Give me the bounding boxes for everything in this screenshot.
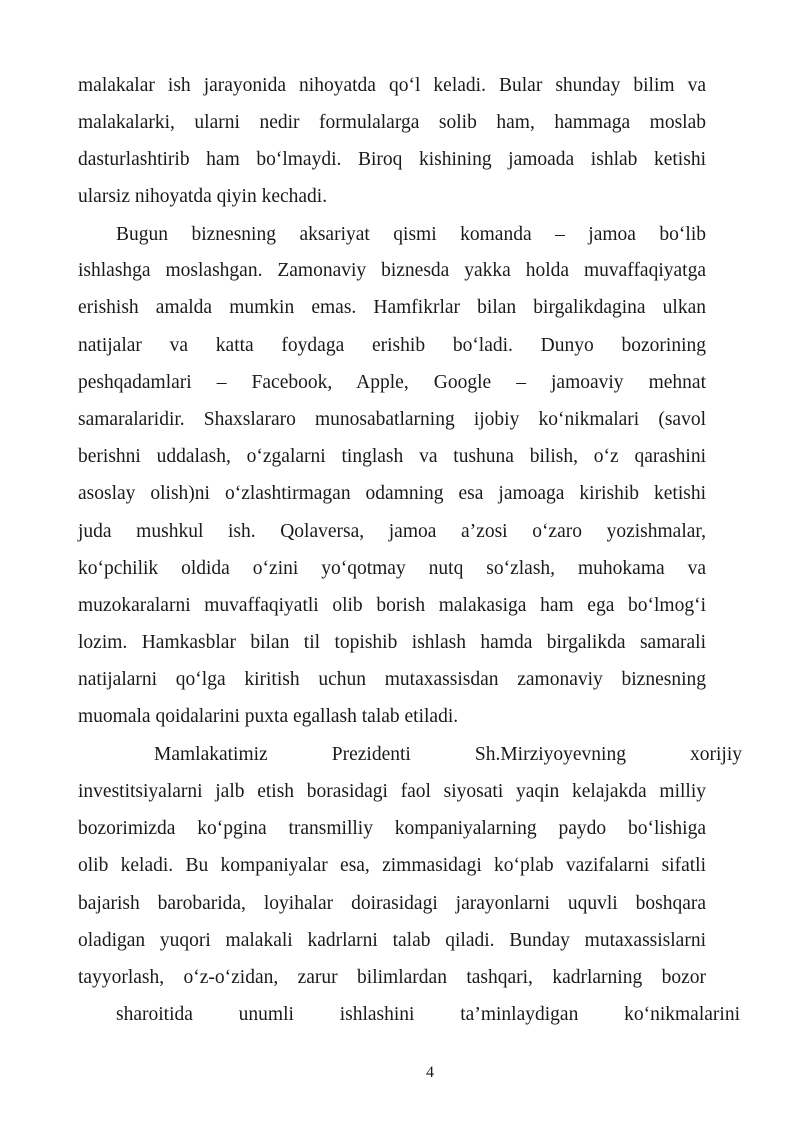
text-line: lozim. Hamkasblar bilan til topishib ishlash hamda birgalikda samarali [78, 632, 706, 653]
text-line: olib keladi. Bu kompaniyalar esa, zimmasidagi ko‘plab vazifalarni sifatli [78, 855, 706, 876]
text-line: malakalarki, ularni nedir formulalarga solib ham, hammaga moslab [78, 112, 706, 133]
text-line: muomala qoidalarini puxta egallash talab etiladi. [78, 706, 459, 727]
text-line: bajarish barobarida, loyihalar doirasidagi jarayonlarni uquvli boshqara [78, 893, 706, 914]
text-line: sharoitida unumli ishlashini ta’minlaydigan ko‘nikmalarini [116, 1004, 740, 1025]
text-line: samaralaridir. Shaxslararo munosabatlarning ijobiy ko‘nikmalari (savol [78, 409, 706, 430]
page-number: 4 [426, 1064, 434, 1081]
text-line: ko‘pchilik oldida o‘zini yo‘qotmay nutq so‘zlash, muhokama va [78, 558, 706, 579]
text-line: asoslay olish)ni o‘zlashtirmagan odamning esa jamoaga kirishib ketishi [78, 483, 706, 504]
text-line: muzokaralarni muvaffaqiyatli olib borish malakasiga ham ega bo‘lmog‘i [78, 595, 706, 616]
text-line: peshqadamlari – Facebook, Apple, Google – jamoaviy mehnat [78, 372, 706, 393]
text-line: Bugun biznesning aksariyat qismi komanda – jamoa bo‘lib [116, 224, 706, 245]
text-line: oladigan yuqori malakali kadrlarni talab qiladi. Bunday mutaxassislarni [78, 930, 706, 951]
text-line: ularsiz nihoyatda qiyin kechadi. [78, 186, 328, 207]
text-line: malakalar ish jarayonida nihoyatda qo‘l keladi. Bular shunday bilim va [78, 75, 706, 96]
text-line: ishlashga moslashgan. Zamonaviy biznesda yakka holda muvaffaqiyatga [78, 260, 706, 281]
text-line: dasturlashtirib ham bo‘lmaydi. Biroq kishining jamoada ishlab ketishi [78, 149, 706, 170]
text-line: berishni uddalash, o‘zgalarni tinglash va tushuna bilish, o‘z qarashini [78, 446, 706, 467]
text-line: bozorimizda ko‘pgina transmilliy kompaniyalarning paydo bo‘lishiga [78, 818, 706, 839]
text-line: natijalar va katta foydaga erishib bo‘ladi. Dunyo bozorining [78, 335, 706, 356]
text-line: Mamlakatimiz Prezidenti Sh.Mirziyoyevning xorijiy [154, 744, 742, 765]
text-line: investitsiyalarni jalb etish borasidagi faol siyosati yaqin kelajakda milliy [78, 781, 706, 802]
text-line: juda mushkul ish. Qolaversa, jamoa a’zosi o‘zaro yozishmalar, [78, 521, 706, 542]
text-line: erishish amalda mumkin emas. Hamfikrlar bilan birgalikdagina ulkan [78, 297, 706, 318]
text-line: natijalarni qo‘lga kiritish uchun mutaxassisdan zamonaviy biznesning [78, 669, 706, 690]
text-line: tayyorlash, o‘z-o‘zidan, zarur bilimlardan tashqari, kadrlarning bozor [78, 967, 706, 988]
